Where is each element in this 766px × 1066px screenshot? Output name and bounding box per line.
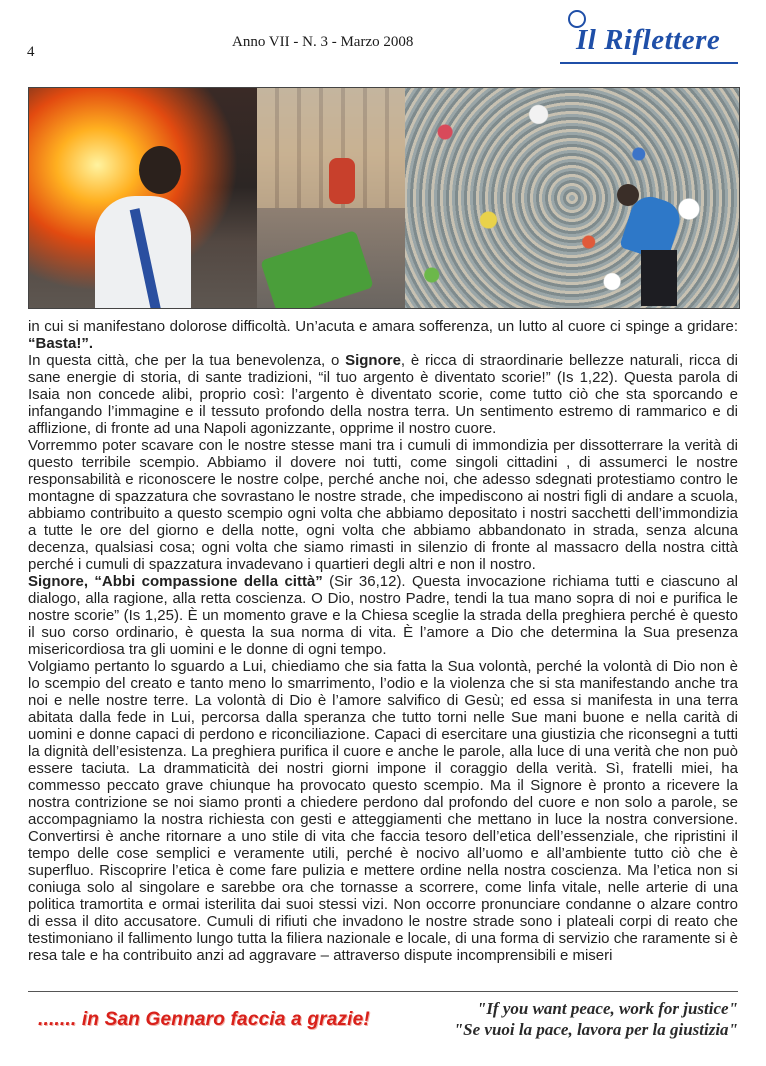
footer-divider bbox=[28, 991, 738, 992]
article-paragraph: Vorremmo poter scavare con le nostre stesse mani tra i cumuli di immondizia per dissotterrare la verità di questo terribile scempio. Abbiamo il dovere noi tutti, come singoli cittadini , di assumerci le nostre responsabilità e riconoscere le nostre colpe, perché anche noi, che adesso sdegnati protestiamo contro le montagne di spazzatura che sovrastano le nostre strade, che impediscono ai nostri figli di andare a scuola, abbiamo contribuito a questo scempio ogni volta che abbiamo depositato i nostri sacchetti dell’immondizia a tutte le ore del giorno e della notte, ogni volta che abbiamo abbandonato in strada, senza alcuna decenza, qualsiasi cosa; ogni volta che siamo rimasti in silenzio di fronte al massacro della nostra città perché i cumuli di spazzatura invadevano i quartieri degli altri e non il nostro. bbox=[28, 437, 738, 573]
article-paragraph bbox=[28, 318, 738, 352]
worker-legs-icon bbox=[641, 250, 677, 306]
paragraph-text: (Sir 36,12). Questa invocazione richiama tutti e ciascuno al dialogo, alla ragione, alla retta coscienza. O Dio, nostro Padre, tendi la tua mano sopra di noi e purifica le nostre scorie” (Is 1,25). È un momento grave e la Chiesa sceglie la strada della preghiera perché è questo il suo corso ordinario, è questa la sua norma di vita. È l’amore a Dio che determina la Sua presenza misericordiosa tra gli uomini e le donne di ogni tempo. bbox=[28, 573, 738, 658]
emphasis-text: Signore, “Abbi compassione della città” bbox=[28, 573, 323, 590]
fire-street-photo-icon bbox=[29, 88, 257, 308]
paragraph-text: In questa città, che per la tua benevolenza, o bbox=[28, 352, 346, 369]
emphasis-text: Signore bbox=[345, 352, 401, 369]
article-paragraph bbox=[28, 573, 738, 658]
paragraph-text: , è ricca di straordinarie bellezze naturali, ricca di sane energie di storia, di sante tradizioni, “il tuo argento è diventato scorie!” (Is 1,22). Questa parola di Isaia non concede alibi, proprio così: l’argento è diventato scorie, come tutto ciò che sta sporcando e infangando l’immagine e il tessuto profondo della nostra terra. Un sentimento estremo di rammarico e di afflizione, di fronte ad una Napoli agonizzante, opprime il nostro cuore. bbox=[28, 352, 738, 437]
paragraph-text: in cui si manifestano dolorose difficoltà. Un’acuta e amara sofferenza, un lutto al cuore ci spinge a gridare: bbox=[28, 318, 738, 335]
article-body bbox=[28, 318, 738, 978]
article-paragraph: Volgiamo pertanto lo sguardo a Lui, chiediamo che sia fatta la Sua volontà, perché la volontà di Dio non è lo scempio del creato e tanto meno lo smarrimento, l’odio e la violenza che si sta manifestando anche tra noi e nelle nostre terre. La volontà di Dio è l’amore salvifico di Gesù; ed essa si manifesta in una terra abitata dalla fede in Lui, percorsa dalla speranza che tutto torni nelle Sue mani buone e nella carità di uomini e donne capaci di perdono e riconciliazione. Capaci di esercitare una giustizia che riconsegni a tutti la dignità dell’esistenza. La preghiera purifica il cuore e anche le parole, alla luce di una verità che non può essere taciuta. La drammaticità dei nostri giorni impone il coraggio della verità. Sì, fratelli miei, ha commesso peccato grave chiunque ha provocato questo scempio. Ma il Signore è pronto a ricevere la nostra contrizione se noi siamo pronti a chiedere perdono dal profondo del cuore e non solo a parole, se accompagniamo la nostra richiesta con gesti e atteggiamenti che mettano in luce la nostra conversione. Convertirsi è anche ritornare a uno stile di vita che faccia tesoro dell’etica dell’essenziale, che ripristini il tempo delle cose semplici e veramente utili, perché è nocivo all’uomo e all’ambiente tutto ciò che è superfluo. Riscoprire l’etica è come fare pulizia e mettere ordine nella nostra coscienza. Ma l’etica non si coniuga solo al singolare e sarebbe ora che tornasse a scorrere, come linfa vitale, nelle arterie di una politica tramortita e ormai isterilita dai suoi stessi vizi. Non occorre pronunciare condanne o alzare contro di essa il dito accusatore. Cumuli di rifiuti che invadono le nostre strade sono i plateali corpi di reato che testimoniano il fallimento lungo tutta la filiera nazionale e locale, di una forma di servizio che raramente si è resa tale e ha contribuito anzi ad aggravare – attraverso dispute incomprensibili e miseri bbox=[28, 658, 738, 964]
issue-info: Anno VII - N. 3 - Marzo 2008 bbox=[232, 34, 414, 50]
protester-icon bbox=[329, 158, 355, 204]
article-paragraph bbox=[28, 352, 738, 437]
street-protest-photo-icon bbox=[257, 88, 405, 308]
person-head-icon bbox=[139, 146, 181, 194]
masthead-logo bbox=[568, 10, 748, 62]
page-number: 4 bbox=[27, 44, 35, 60]
photo-strip bbox=[28, 87, 740, 309]
header-divider bbox=[560, 62, 738, 64]
green-bin-icon bbox=[260, 230, 374, 308]
quote-english: "If you want peace, work for justice" bbox=[476, 999, 738, 1018]
footer-slogan: ....... in San Gennaro faccia a grazie! bbox=[38, 1009, 370, 1030]
garbage-pile-photo-icon bbox=[405, 88, 739, 308]
quote-italian: "Se vuoi la pace, lavora per la giustizia" bbox=[453, 1020, 738, 1039]
emphasis-text: “Basta!”. bbox=[28, 335, 94, 352]
masthead-title: Il Riflettere bbox=[576, 24, 721, 56]
footer-quotes bbox=[454, 998, 738, 1040]
